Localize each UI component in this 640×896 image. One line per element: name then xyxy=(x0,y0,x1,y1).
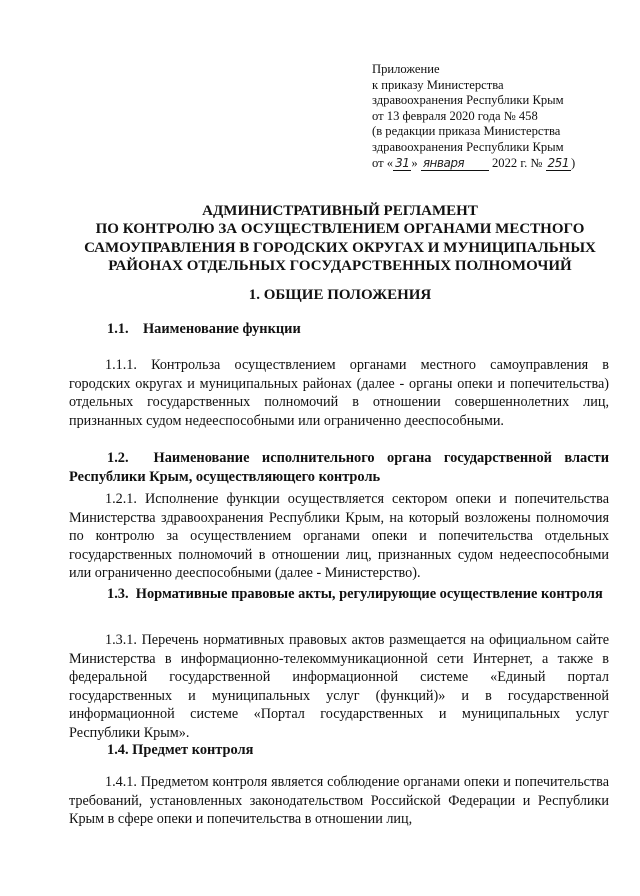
annex-line: здравоохранения Республики Крым xyxy=(372,93,564,108)
handwritten-month: января xyxy=(421,157,489,171)
annex-line: (в редакции приказа Министерства xyxy=(372,124,561,139)
annex-year: 2022 г. № xyxy=(491,155,543,170)
annex-line: Приложение xyxy=(372,62,440,76)
paragraph-1-3-1 xyxy=(69,631,609,742)
paragraph-text: 1.4.1. Предметом контроля является соблюдение органами опеки и попечительства требований, установленных законодательством Российской Федерации и Республики Крым в сфере опеки и попечительства в отношении лиц, xyxy=(69,774,609,827)
title-line: РАЙОНАХ ОТДЕЛЬНЫХ ГОСУДАРСТВЕННЫХ ПОЛНОМОЧИЙ xyxy=(108,258,572,275)
handwritten-number: 251 xyxy=(547,155,569,170)
subsection-heading-1-4: 1.4. Предмет контроля xyxy=(107,742,254,758)
title-line: ПО КОНТРОЛЮ ЗА ОСУЩЕСТВЛЕНИЕМ ОРГАНАМИ МЕСТНОГО xyxy=(95,221,585,238)
heading-text: Нормативные правовые акты, регулирующие осуществление контроля xyxy=(135,586,603,602)
title-line: АДМИНИСТРАТИВНЫЙ РЕГЛАМЕНТ xyxy=(202,203,478,219)
paragraph-1-4-1 xyxy=(69,773,609,829)
section-heading: 1. ОБЩИЕ ПОЛОЖЕНИЯ xyxy=(248,287,432,303)
paragraph-1-1-1 xyxy=(69,356,609,430)
annex-line: здравоохранения Республики Крым xyxy=(372,139,564,154)
paragraph-text: 1.3.1. Перечень нормативных правовых актов размещается на официальном сайте Министерства в информационно-телекоммуникационной сети Интернет, а также в федеральной государственной информационной системе «Единый портал государственных и муниципальных услуг (функций)» и в государственной информационной системе «Портал государственных и муниципальных услуг Республики Крым». xyxy=(69,632,609,741)
subsection-heading-1-1 xyxy=(107,320,607,338)
subsection-heading-1-3 xyxy=(69,585,609,604)
title-line: САМОУПРАВЛЕНИЯ В ГОРОДСКИХ ОКРУГАХ И МУНИЦИПАЛЬНЫХ xyxy=(84,239,596,256)
paragraph-text: 1.1.1. Контрольза осуществлением органами местного самоуправления в городских округах и муниципальных районах (далее - органы опеки и попечительства) отдельных государственных полномочий в отношении совершеннолетних лиц, признанных судом недееспособными или ограниченно дееспособными. xyxy=(69,357,609,429)
annex-line: от 13 февраля 2020 года № 458 xyxy=(372,108,538,123)
annex-date-prefix: от « xyxy=(372,155,394,170)
heading-number: 1.3. xyxy=(107,586,129,602)
paragraph-text: 1.2.1. Исполнение функции осуществляется сектором опеки и попечительства Министерства здравоохранения Республики Крым, на который возложены полномочия по контролю за осуществлением органами опеки и попечительства отдельных государственных полномочий в отношении лиц, признанных судом недееспособными или ограниченно дееспособными (далее - Министерство). xyxy=(69,491,609,581)
paragraph-1-2-1 xyxy=(69,490,609,583)
heading-text: Наименование функции xyxy=(142,321,301,337)
annex-date-mid: » xyxy=(411,155,418,170)
annex-suffix: ) xyxy=(570,155,576,170)
handwritten-day: 31 xyxy=(395,155,410,170)
annex-date-line xyxy=(372,156,632,172)
annex-block xyxy=(372,62,632,171)
document-title xyxy=(70,202,610,276)
annex-line: к приказу Министерства xyxy=(372,77,504,92)
subsection-heading-1-2 xyxy=(69,449,609,487)
heading-number: 1.2. xyxy=(107,450,129,466)
heading-text: Наименование исполнительного органа государственной власти Республики Крым, осуществляющего контроль xyxy=(69,450,609,485)
heading-number: 1.1. xyxy=(107,321,129,337)
